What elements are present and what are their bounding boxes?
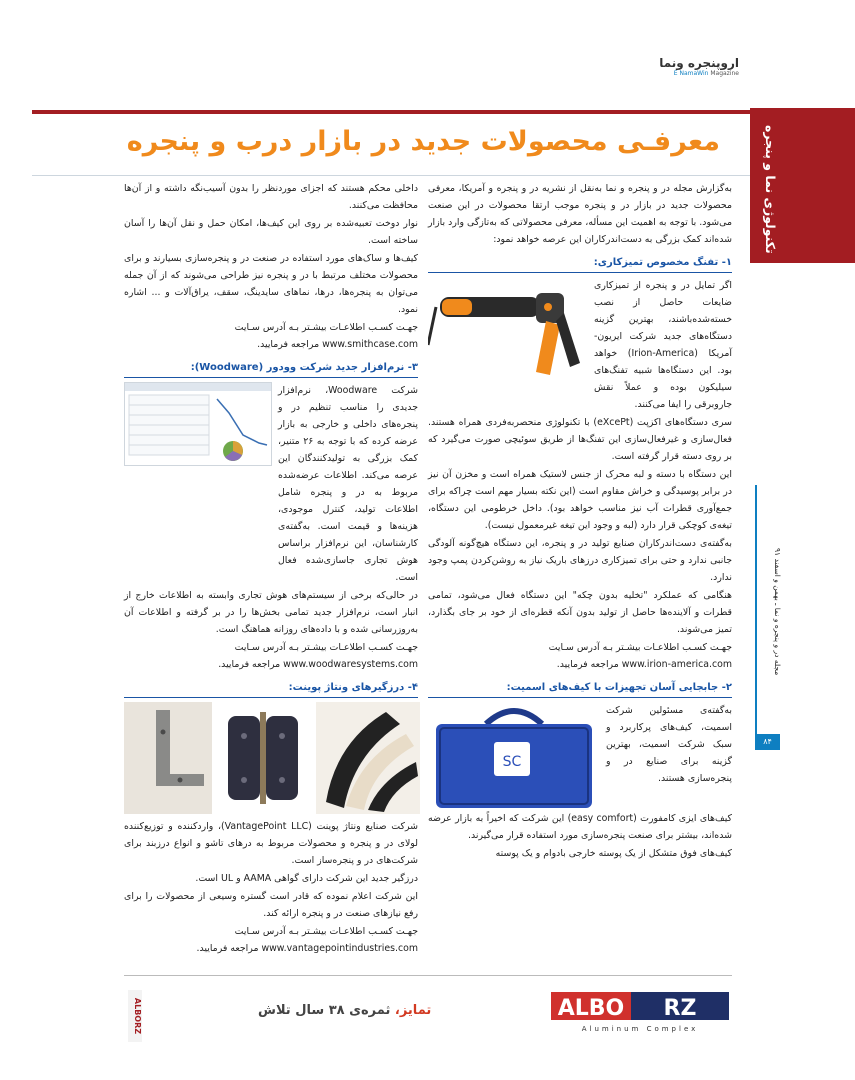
logo-suffix: Magazine [708, 70, 739, 77]
section-heading-2: ۲- جابجایی آسان تجهیزات با کیف‌های اسمیت: [428, 679, 732, 698]
intro-paragraph: به‌گزارش مجله در و پنجره و نما به‌نقل از نشریه در و پنجره و آمریکا، معرفی محصولات جدید در بازار در و پنجره موجب ارتقا محصولات در این صنعت می‌شود. با توجه به اهمیت این مسأله، معرفی محصولاتی که به‌تازگی وارد بازار شده‌اند کمک بزرگی به دست‌اندرکاران این عرصه خواهد نمود: [428, 183, 732, 245]
more-info-tail: مراجعه فرمایید. [196, 943, 259, 954]
smith-more-info [124, 319, 418, 353]
section-1-paragraph-4: به‌گفته‌ی دست‌اندرکاران صنایع تولید در و پنجره، این دستگاه هیچ‌گونه آلودگی جانبی ندارد و حتی برای تمیزکاری درزهای باریک نیاز به روشن‌کردن پمپ وجود ندارد. [428, 538, 732, 583]
section-2-paragraph-1: به‌گفته‌ی مسئولین شرکت اسمیت، کیف‌های پرکاربرد و سبک شرکت اسمیت، بهترین گزینه برای صنایع در و پنجره‌سازی هستند. [606, 705, 732, 784]
section-heading-4: ۴- درزگیرهای ونتاژ پوینت: [124, 679, 418, 698]
alborz-name-left: ALBO [557, 996, 625, 1021]
section-3-paragraph-2: در حالی‌که برخی از سیستم‌های هوش تجاری وابسته به اطلاعات خارج از انبار است، نرم‌افزار جدید تمامی بخش‌ها را در بر گرفته و اطلاعات آن به‌روزرسانی شده و با داده‌های روزانه هماهنگ است. [124, 590, 418, 635]
left-paragraph-1: نوار دوخت تعبیه‌شده بر روی این کیف‌ها، امکان حمل و نقل آن‌ها را آسان ساخته است. [124, 218, 418, 246]
carrying-bag-illustration [428, 702, 600, 810]
caulking-gun-image [428, 277, 588, 387]
more-info-tail: مراجعه فرمایید. [218, 659, 281, 670]
software-screenshot-image [124, 382, 272, 466]
logo-text-en [641, 70, 739, 77]
section-3-body [124, 382, 418, 587]
weatherstrip-illustration [316, 702, 420, 814]
title-bar [32, 110, 750, 176]
section-1-paragraph-5: هنگامی که عملکرد "تخلیه بدون چکه" این دستگاه فعال می‌شود، تمامی قطرات و آلاینده‌ها حاصل از تولید بدون آنکه قطره‌ای از خود بر جای بگذارد، تمیز می‌شوند. [428, 590, 732, 635]
section-heading-1: ۱- تفنگ مخصوص تمیزکاری: [428, 254, 732, 273]
section-3-paragraph-1: شرکت Woodware، نرم‌افزار جدیدی را مناسب تنظیم در و پنجره‌های داخلی و خارجی به بازار عرضه کرده که با توجه به ۲۶ متنیر، کمک بزرگی به تولیدکنندگان این عرصه می‌کند. اطلاعات عرضه‌شده مربوط به در و پنجره شامل اطلاعات تولید، کنترل موجودی، هزینه‌ها و قیمت است. به‌گفته‌ی کارشناسان، این نرم‌افزار براساس هوش تجاری جاسازی‌شده فعال است. [278, 385, 418, 583]
hinge-image [216, 702, 312, 814]
software-screenshot-illustration [125, 383, 271, 465]
logo-brand: NamaWin [679, 70, 709, 77]
section-2-paragraph-2 [428, 810, 732, 844]
section-1-paragraph-3: این دستگاه با دسته و لبه محرک از جنس لاستیک همراه است و مخزن آن نیز در برابر پوسیدگی و خراش مقاوم است (این نکته بسیار مهم است چراکه برای جمع‌آوری قطرات آب نیز مناسب خواهد بود). داخل خرطومی این دستگاه، تیغه‌ی کوچکی قرار دارد (لبه و وجود این تیغه غیرمعمول نیست). [428, 469, 732, 531]
section-1-body [428, 277, 732, 414]
hinge-illustration [216, 702, 312, 814]
brand-vertical-mark [128, 990, 142, 1042]
alborz-wordmark [551, 990, 729, 1034]
more-info-text: جهـت کسـب اطلاعـات بیشـتر بـه آدرس سـایت [234, 322, 418, 333]
website-link-smith[interactable]: www.smithcase.com [322, 339, 418, 350]
woodware-more-info [124, 639, 418, 673]
brand-vertical-text: ALBORZ [133, 997, 142, 1035]
page-title: معرفـی محصولات جدید در بازار درب و پنجره [126, 126, 720, 157]
article-column-right [428, 180, 732, 863]
section-2-product: کیف‌های ایزی کامفورت [640, 813, 732, 824]
vantagepoint-images [124, 702, 418, 814]
website-link-irion[interactable]: www.irion-america.com [621, 659, 732, 670]
website-link-vantagepoint[interactable]: www.vantagepointindustries.com [261, 943, 418, 954]
section-1-more-info [428, 639, 732, 673]
more-info-text: جهـت کسـب اطلاعـات بیشـتر بـه آدرس سـایت [234, 926, 418, 937]
alborz-name-right: RZ [663, 996, 697, 1021]
page-number: ۸۴ [755, 734, 780, 750]
magazine-logo [641, 56, 739, 78]
section-1-paragraph-2: سری دستگاه‌های اکزپت (eXcePt) با تکنولوژی منحصربه‌فردی همراه هستند. فعال‌سازی و غیرفعال‌سازی این تفنگ‌ها از طریق سوئیچی صورت می‌گیرد که بر روی دسته قرار گرفته است. [428, 417, 732, 462]
left-paragraph-0: داخلی محکم هستند که اجزای مورد‌نظر را بدون آسیب‌نگه داشته و از آن‌ها محافظت می‌کنند. [124, 183, 418, 211]
vantagepoint-more-info [124, 923, 418, 957]
website-link-woodware[interactable]: www.woodwaresystems.com [283, 659, 418, 670]
section-1-paragraph-1: اگر تمایل در و پنجره از تمیزکاری ضایعات حاصل از نصب خسته‌شده‌باشند، بهترین گزینه دستگاه‌های جدید شرکت ایریون-آمریکا (Irion-America) خواهد بود. این دستگاه‌ها شبیه تفنگ‌های سیلیکون بوده و عملاً نقش جاروبرقی را ایفا می‌کنند. [594, 280, 732, 410]
brand-vertical [128, 990, 142, 1042]
section-2-body [428, 702, 732, 810]
section-2-brand: (easy comfort) [567, 813, 637, 824]
footer-slogan-prefix: تمایز، [390, 1003, 432, 1018]
footer-slogan [258, 1003, 431, 1018]
bracket-image [124, 702, 212, 814]
alborz-logo [551, 990, 729, 1034]
side-rail [755, 485, 767, 750]
section-4-paragraph-1: شرکت صنایع ونتاژ پوینت (VantagePoint LLC)، وارد‌کننده و توزیع‌کننده لولای در و پنجره و محصولات مربوط به درهای تاشو و انواع درزبند برای شرکت‌های در و پنجره‌ساز است. [124, 821, 418, 866]
article-column-left [124, 180, 418, 958]
more-info-tail: مراجعه فرمایید. [257, 339, 320, 350]
bracket-illustration [124, 702, 212, 814]
more-info-text: جهـت کسـب اطلاعـات بیشـتر بـه آدرس سـایت [548, 642, 732, 653]
section-4-paragraph-3: این شرکت اعلام نموده که قادر است گستره وسیعی از محصولات را برای رفع نیازهای صنعت در و پنجره ارائه کند. [124, 891, 418, 919]
svg-text:SC: SC [502, 754, 522, 770]
section-2-text: این شرکت که اخیراً به بازار عرضه شده‌اند، بیشتر برای صنعت پنجره‌سازی مورد استفاده قرار می‌گیرند. [428, 813, 732, 841]
smith-bag-image [428, 702, 600, 810]
left-paragraph-2: کیف‌ها و ساک‌های مورد استفاده در صنعت در و پنجره‌سازی بسیارند و برای محصولات مختلف مرتبط با در و پنجره نیز طراحی می‌شوند که از آن جمله می‌توان به پنجره‌ها، درها، نماهای سایدینگ، سقف، یراق‌آلات و ... اشاره نمود. [124, 253, 418, 315]
section-2-paragraph-3: کیف‌های فوق متشکل از یک پوسته خارجی بادوام و یک پوسته [495, 848, 732, 859]
footer-slogan-rest: ثمره‌ی ۳۸ سال تلاش [258, 1003, 391, 1018]
section-heading-3: ۳- نرم‌افزار جدید شرکت وودور (Woodware): [124, 359, 418, 378]
logo-text-fa: اروپنجره ونما [659, 56, 739, 70]
weatherstrip-image [316, 702, 420, 814]
logo-badge: E [673, 70, 678, 77]
caulking-gun-illustration [428, 277, 588, 387]
more-info-text: جهـت کسـب اطلاعـات بیشـتر بـه آدرس سـایت [234, 642, 418, 653]
section-tab-label: تکنولوژی نما و پنجره [763, 124, 778, 254]
more-info-tail: مراجعه فرمایید. [556, 659, 619, 670]
alborz-subtitle: Aluminum Complex [581, 1025, 699, 1033]
issue-info: مجله در و پنجره و نما ـ بهمن و اسفند ۹۱ [773, 547, 782, 675]
section-4-paragraph-2: درزگیر جدید این شرکت دارای گواهی AAMA و UL است. [195, 873, 418, 884]
footer-divider [124, 975, 732, 976]
